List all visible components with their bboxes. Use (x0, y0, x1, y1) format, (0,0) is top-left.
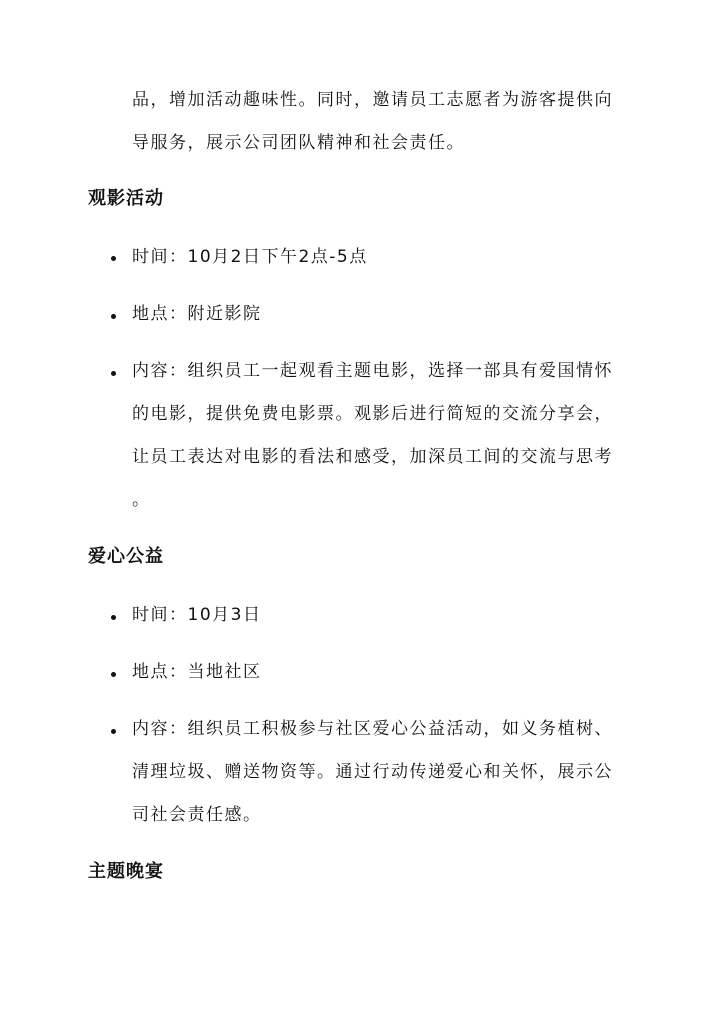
section-heading: 观影活动 (88, 188, 164, 209)
section-heading: 主题晚宴 (88, 861, 164, 882)
bullet-dot (111, 729, 116, 734)
intro-line: 导服务，展示公司团队精神和社会责任。 (132, 133, 465, 153)
bullet-dot (111, 672, 116, 677)
list-item-line: 的电影，提供免费电影票。观影后进行简短的交流分享会， (132, 404, 613, 424)
section-heading: 爱心公益 (88, 546, 164, 567)
list-item-line: 地点：附近影院 (132, 304, 262, 324)
list-item-line: 清理垃圾、赠送物资等。通过行动传递爱心和关怀，展示公 (132, 762, 613, 782)
list-item-line: 让员工表达对电影的看法和感受，加深员工间的交流与思考 (132, 447, 613, 467)
list-item-line: 时间：10月2日下午2点-5点 (132, 247, 368, 267)
intro-line: 品，增加活动趣味性。同时，邀请员工志愿者为游客提供向 (132, 90, 613, 110)
bullet-dot (111, 615, 116, 620)
list-item-line: 。 (132, 490, 151, 510)
list-item-line: 内容：组织员工一起观看主题电影，选择一部具有爱国情怀 (132, 361, 613, 381)
list-item-line: 内容：组织员工积极参与社区爱心公益活动，如义务植树、 (132, 719, 613, 739)
bullet-dot (111, 371, 116, 376)
bullet-dot (111, 314, 116, 319)
bullet-dot (111, 256, 116, 261)
list-item-line: 时间：10月3日 (132, 605, 262, 625)
list-item-line: 地点：当地社区 (132, 662, 262, 682)
list-item-line: 司社会责任感。 (132, 805, 262, 825)
